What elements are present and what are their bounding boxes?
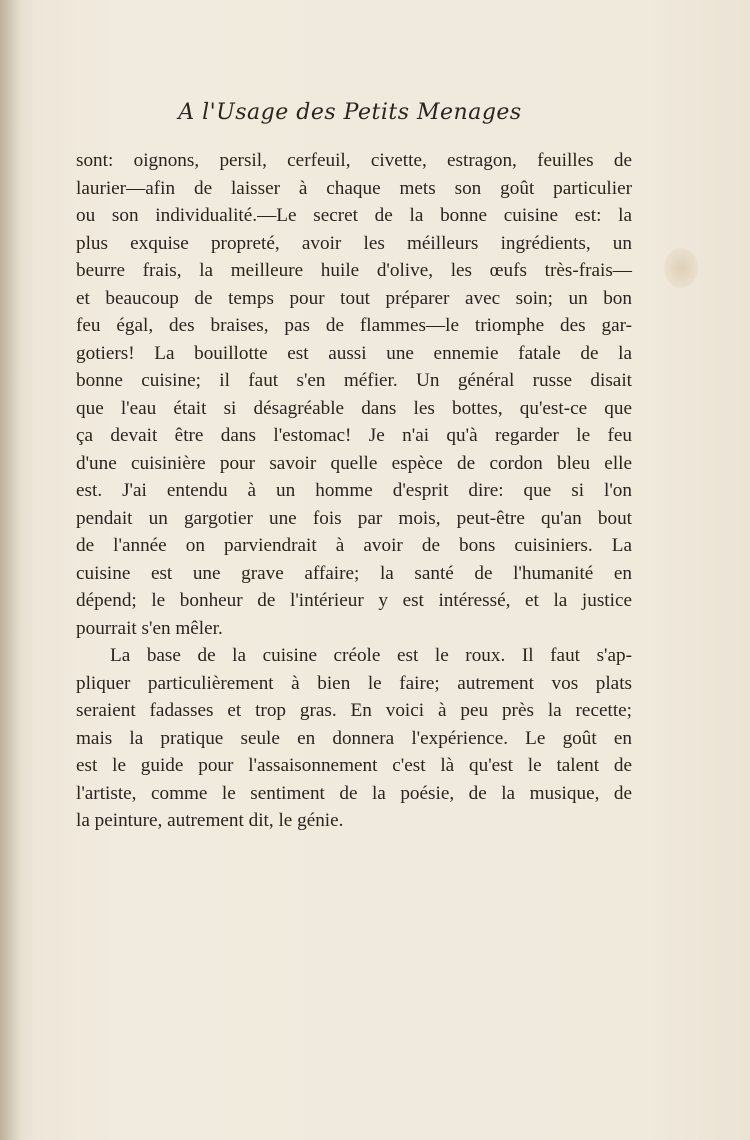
binding-gutter-shadow <box>0 0 22 1140</box>
body-text <box>76 147 632 835</box>
text-line: est le guide pour l'assaisonnement c'est là qu'est le talent de <box>76 755 632 776</box>
text-line: et beaucoup de temps pour tout préparer avec soin; un bon <box>76 287 632 309</box>
paper-stain <box>664 248 698 288</box>
text-line: pliquer particulièrement à bien le faire; autrement vos plats <box>76 672 632 694</box>
text-line: La base de la cuisine créole est le roux. Il faut s'ap- <box>110 645 632 666</box>
text-line: bonne cuisine; il faut s'en méfier. Un général russe disait <box>76 370 632 391</box>
text-line: ça devait être dans l'estomac! Je n'ai qu'à regarder le feu <box>76 425 632 446</box>
text-line: seraient fadasses et trop gras. En voici à peu près la recette; <box>76 700 632 721</box>
text-line: la peinture, autrement dit, le génie. <box>76 810 344 831</box>
text-line: plus exquise propreté, avoir les méilleurs ingrédients, un <box>76 232 632 254</box>
text-line: pourrait s'en mêler. <box>76 617 223 639</box>
text-line: beurre frais, la meilleure huile d'olive, les œufs très-frais— <box>76 260 632 281</box>
paragraph-2 <box>76 642 632 835</box>
text-line: laurier—afin de laisser à chaque mets son goût particulier <box>76 177 632 199</box>
text-line: de l'année on parviendrait à avoir de bons cuisiniers. La <box>76 535 632 556</box>
text-line: cuisine est une grave affaire; la santé de l'humanité en <box>76 562 632 584</box>
text-line: gotiers! La bouillotte est aussi une ennemie fatale de la <box>76 342 632 364</box>
text-line: l'artiste, comme le sentiment de la poésie, de la musique, de <box>76 782 632 804</box>
text-line: d'une cuisinière pour savoir quelle espèce de cordon bleu elle <box>76 452 632 474</box>
text-line: mais la pratique seule en donnera l'expérience. Le goût en <box>76 727 632 749</box>
text-line: dépend; le bonheur de l'intérieur y est intéressé, et la justice <box>76 590 632 611</box>
text-line: ou son individualité.—Le secret de la bonne cuisine est: la <box>76 205 632 226</box>
text-line: feu égal, des braises, pas de flammes—le triomphe des gar- <box>76 315 632 336</box>
text-line: est. J'ai entendu à un homme d'esprit dire: que si l'on <box>76 480 632 501</box>
running-head: A l'Usage des Petits Menages <box>178 100 522 125</box>
paragraph-1 <box>76 147 632 642</box>
text-line: que l'eau était si désagréable dans les bottes, qu'est-ce que <box>76 397 632 419</box>
text-line: pendait un gargotier une fois par mois, peut-être qu'an bout <box>76 507 632 529</box>
text-line: sont: oignons, persil, cerfeuil, civette, estragon, feuilles de <box>76 150 632 171</box>
